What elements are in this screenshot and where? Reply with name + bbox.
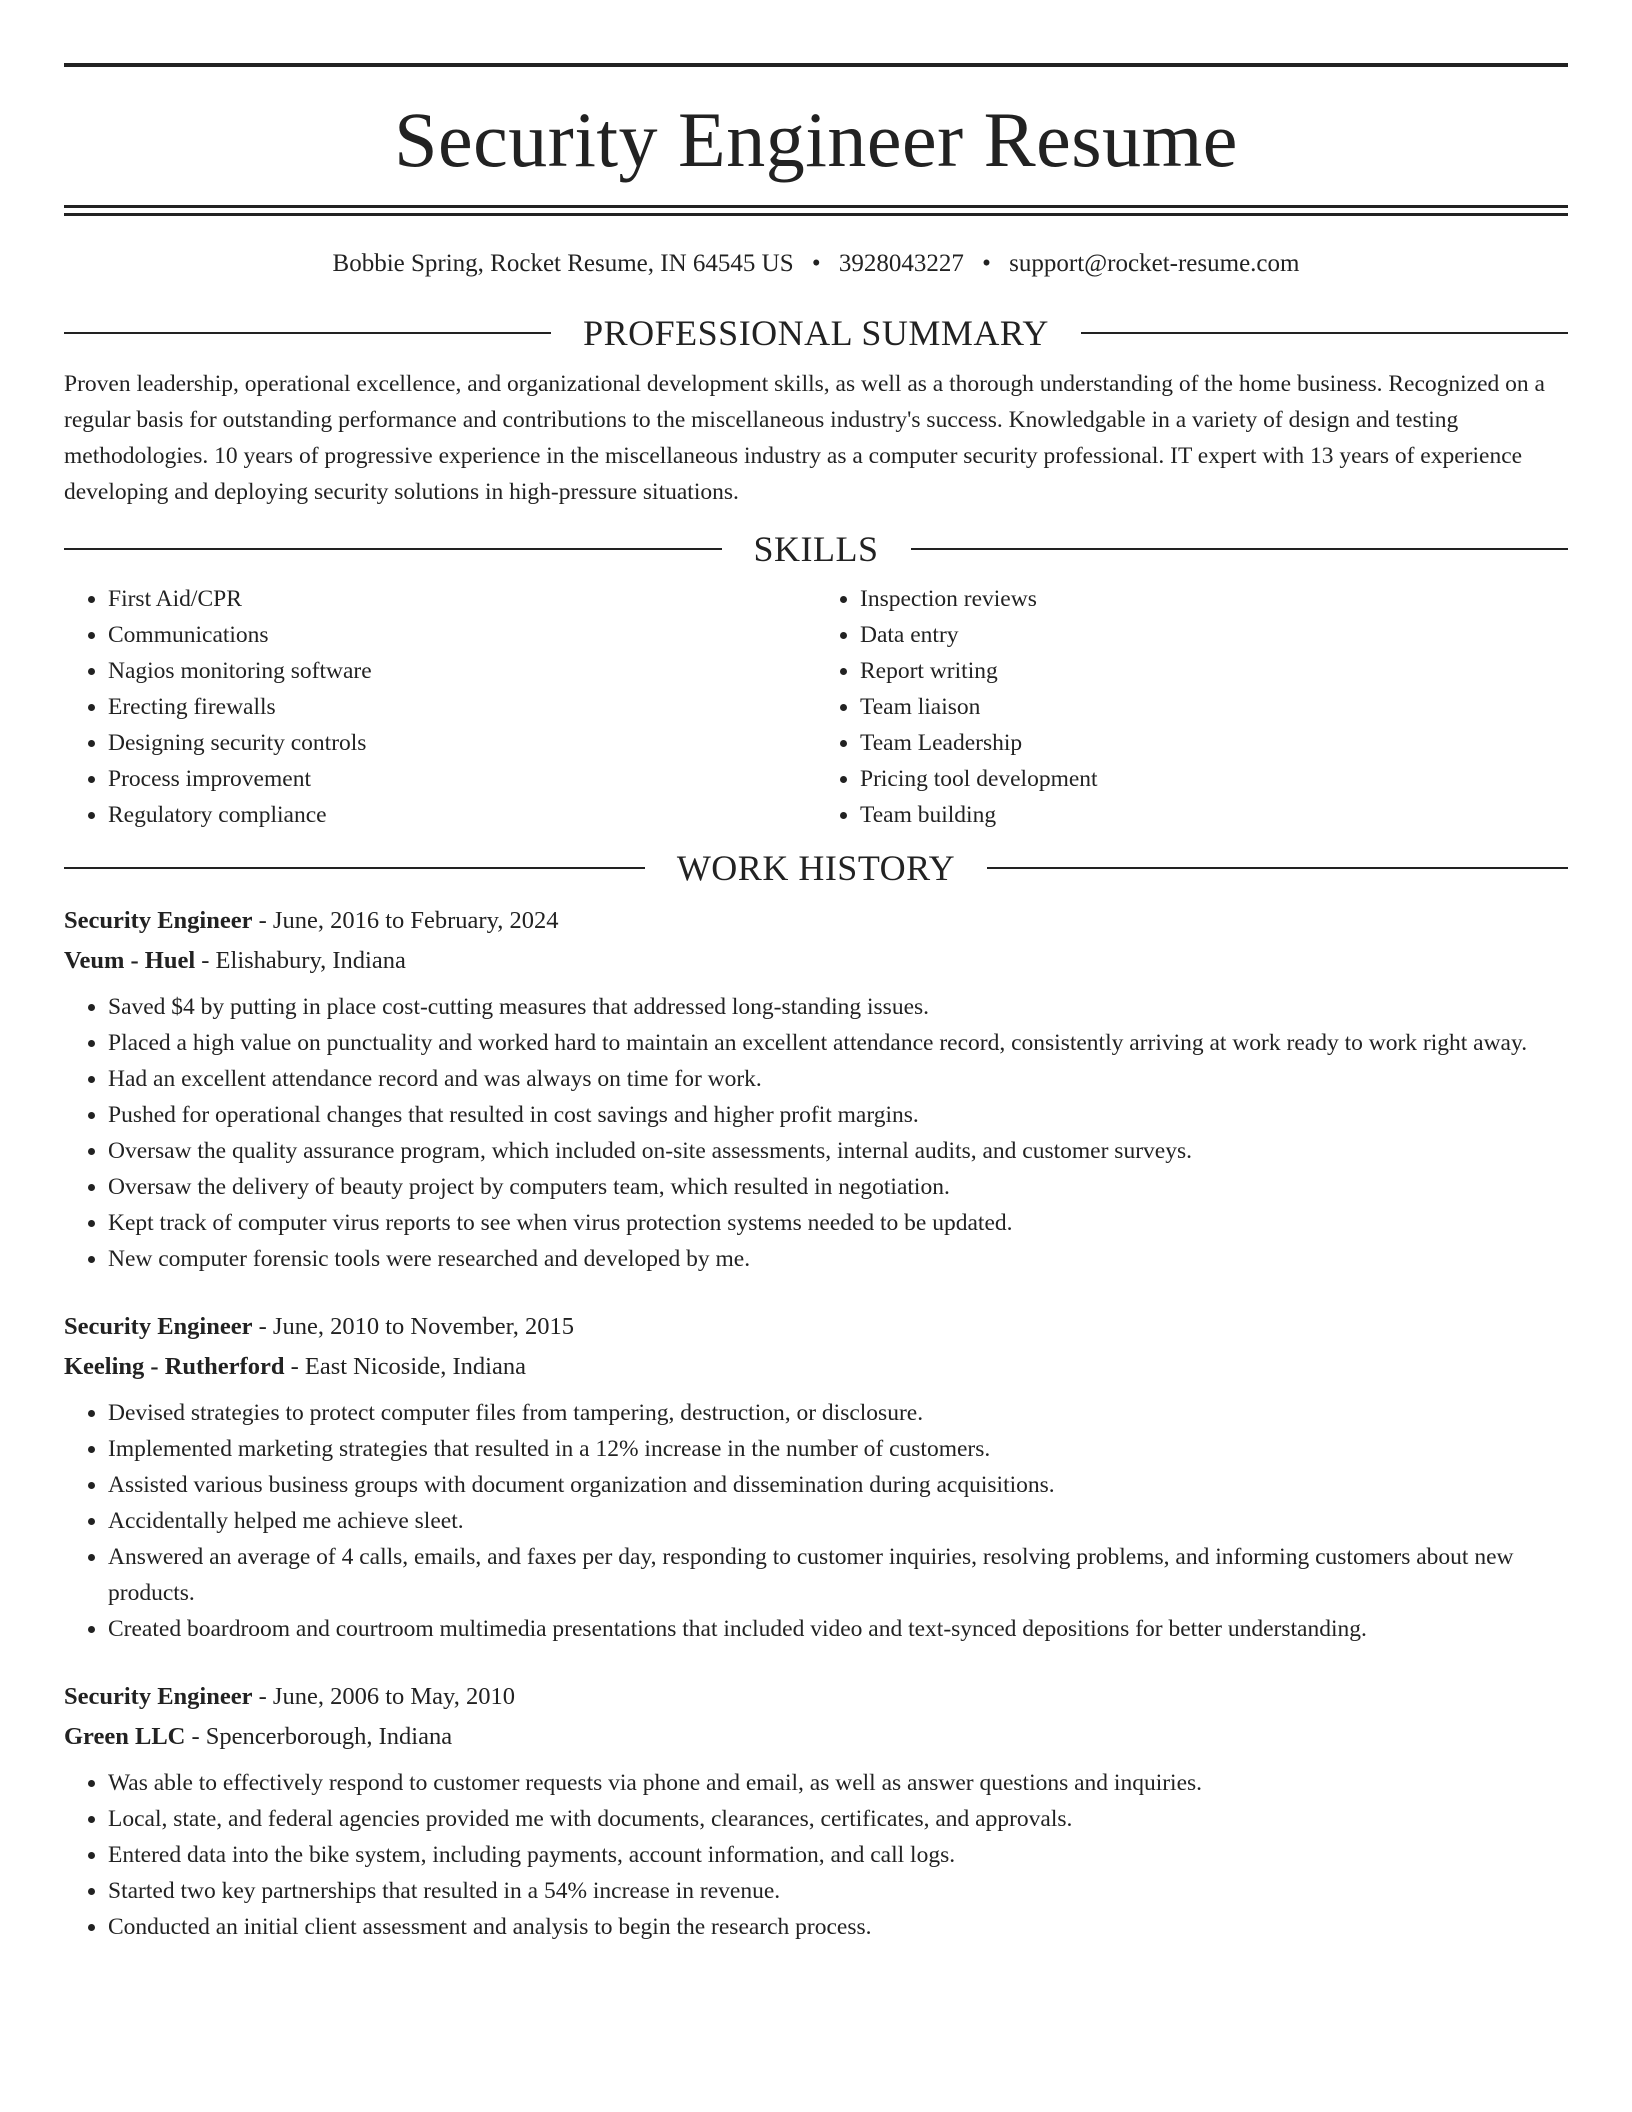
job-entry [64, 1307, 1568, 1647]
skill-item: • Data entry [860, 617, 1568, 653]
job-bullet: • Was able to effectively respond to customer requests via phone and email, as well as answer questions and inquiries. [108, 1765, 1568, 1801]
job-bullet: • Devised strategies to protect computer files from tampering, destruction, or disclosure. [108, 1395, 1568, 1431]
job-title: Security Engineer [64, 1313, 253, 1340]
skill-item: • Designing security controls [108, 725, 816, 761]
job-title: Security Engineer [64, 907, 253, 934]
contact-line [64, 250, 1568, 290]
job-company-line [64, 941, 1568, 981]
skill-item: • Process improvement [108, 761, 816, 797]
job-bullet: • Oversaw the quality assurance program, which included on-site assessments, internal audits, and customer surveys. [108, 1133, 1568, 1169]
job-location: - East Nicoside, Indiana [284, 1353, 526, 1380]
job-bullet: • Local, state, and federal agencies provided me with documents, clearances, certificates, and approvals. [108, 1801, 1568, 1837]
title-double-rule [64, 205, 1568, 216]
job-bullet: • Answered an average of 4 calls, emails, and faxes per day, responding to customer inquiries, resolving problems, and informing customers about new products. [108, 1539, 1568, 1611]
work-heading-label: WORK HISTORY [676, 848, 956, 888]
contact-separator: • [811, 250, 821, 277]
skills-column-right [816, 581, 1568, 833]
job-bullet: • Kept track of computer virus reports to see when virus protection systems needed to be updated. [108, 1205, 1568, 1241]
job-bullet: • Saved $4 by putting in place cost-cutting measures that addressed long-standing issues. [108, 989, 1568, 1025]
job-title-line [64, 901, 1568, 941]
job-bullet: • Conducted an initial client assessment and analysis to begin the research process. [108, 1909, 1568, 1945]
job-company-line [64, 1347, 1568, 1387]
job-title-line [64, 1677, 1568, 1717]
skill-item: • Team liaison [860, 689, 1568, 725]
job-bullets [64, 989, 1568, 1277]
skill-item: • Pricing tool development [860, 761, 1568, 797]
top-rule [64, 63, 1568, 67]
job-bullets [64, 1395, 1568, 1647]
contact-phone: 3928043227 [838, 250, 964, 277]
job-dates: - June, 2006 to May, 2010 [252, 1683, 515, 1710]
job-dates: - June, 2016 to February, 2024 [252, 907, 559, 934]
skills-heading [64, 524, 1568, 574]
skills-heading-label: SKILLS [753, 529, 879, 569]
skill-item: • Communications [108, 617, 816, 653]
job-bullet: • New computer forensic tools were researched and developed by me. [108, 1241, 1568, 1277]
job-entry [64, 901, 1568, 1277]
page-title: Security Engineer Resume [394, 96, 1238, 183]
job-bullet: • Assisted various business groups with document organization and dissemination during acquisitions. [108, 1467, 1568, 1503]
skill-item: • Regulatory compliance [108, 797, 816, 833]
job-bullet: • Accidentally helped me achieve sleet. [108, 1503, 1568, 1539]
skill-item: • Team Leadership [860, 725, 1568, 761]
job-bullet: • Started two key partnerships that resulted in a 54% increase in revenue. [108, 1873, 1568, 1909]
work-heading [64, 843, 1568, 893]
skills-list [64, 581, 1568, 833]
job-company-line [64, 1717, 1568, 1757]
job-bullet: • Implemented marketing strategies that resulted in a 12% increase in the number of customers. [108, 1431, 1568, 1467]
skill-item: • Inspection reviews [860, 581, 1568, 617]
job-bullet: • Entered data into the bike system, including payments, account information, and call logs. [108, 1837, 1568, 1873]
job-entry [64, 1677, 1568, 1945]
summary-heading [64, 308, 1568, 358]
job-bullet: • Oversaw the delivery of beauty project by computers team, which resulted in negotiation. [108, 1169, 1568, 1205]
job-bullet: • Placed a high value on punctuality and worked hard to maintain an excellent attendance record, consistently arriving at work ready to work right away. [108, 1025, 1568, 1061]
job-bullet: • Had an excellent attendance record and was always on time for work. [108, 1061, 1568, 1097]
skill-item: • Team building [860, 797, 1568, 833]
skill-item: • First Aid/CPR [108, 581, 816, 617]
resume-page [64, 63, 1568, 1945]
contact-separator: • [982, 250, 991, 277]
contact-address: Bobbie Spring, Rocket Resume, IN 64545 US [332, 250, 794, 277]
skill-item: • Erecting firewalls [108, 689, 816, 725]
job-company: Veum - Huel [64, 947, 196, 974]
job-bullet: • Pushed for operational changes that resulted in cost savings and higher profit margins. [108, 1097, 1568, 1133]
work-history [64, 901, 1568, 1945]
summary-heading-label: PROFESSIONAL SUMMARY [583, 313, 1049, 353]
summary-text: Proven leadership, operational excellence, and organizational development skills, as well as a thorough understanding of the home business. Recognized on a regular basis for outstanding performance and contributions to the miscellaneous industry's success. Knowledgable in a variety of design and testing methodologies. 10 years of progressive experience in the miscellaneous industry as a computer security professional. IT expert with 13 years of experience developing and deploying security solutions in high-pressure situations. [64, 371, 1545, 505]
skills-column-left [64, 581, 816, 833]
skill-item: • Report writing [860, 653, 1568, 689]
contact-email: support@rocket-resume.com [1009, 250, 1300, 277]
job-bullet: • Created boardroom and courtroom multimedia presentations that included video and text-synced depositions for better understanding. [108, 1611, 1568, 1647]
job-title: Security Engineer [64, 1683, 253, 1710]
job-title-line [64, 1307, 1568, 1347]
job-bullets [64, 1765, 1568, 1945]
job-company: Keeling - Rutherford [64, 1353, 285, 1380]
job-location: - Spencerborough, Indiana [185, 1723, 453, 1750]
job-company: Green LLC [64, 1723, 186, 1750]
job-dates: - June, 2010 to November, 2015 [252, 1313, 575, 1340]
skill-item: • Nagios monitoring software [108, 653, 816, 689]
job-location: - Elishabury, Indiana [195, 947, 406, 974]
